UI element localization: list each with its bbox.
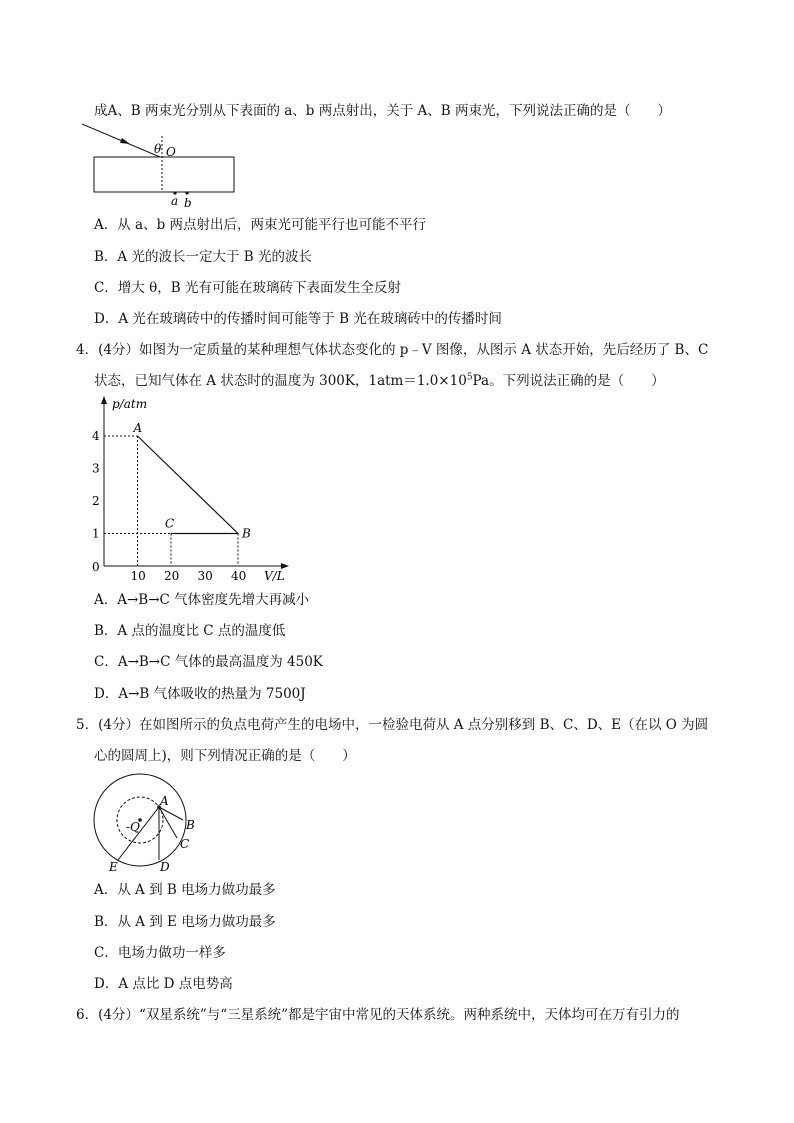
a-label: A	[160, 794, 169, 808]
q3-glass-brick-figure	[78, 120, 248, 210]
d-label: D	[160, 860, 170, 874]
x-axis-label: V/L	[264, 569, 285, 583]
q5-stem-line1: 5．(4分）在如图所示的负点电荷产生的电场中，一检验电荷从 A 点分别移到 B、C、D、E（在以 O 为圆	[76, 717, 709, 733]
q5-option-b: B．从 A 到 E 电场力做功最多	[94, 914, 276, 930]
q4-line2-post: Pa。下列说法正确的是（ ）	[472, 373, 665, 389]
q4-option-d: D．A→B 气体吸收的热量为 7500J	[94, 686, 306, 702]
point-label-b: B	[242, 526, 251, 541]
q5-stem-line2: 心的圆周上)，则下列情况正确的是（ ）	[94, 748, 356, 764]
q4-option-c: C．A→B→C 气体的最高温度为 450K	[94, 654, 323, 670]
q4-option-b: B．A 点的温度比 C 点的温度低	[94, 623, 286, 639]
b-label: B	[186, 818, 195, 832]
q-label: -Q	[126, 820, 140, 834]
point-b	[185, 191, 188, 194]
q3-option-d: D．A 光在玻璃砖中的传播时间可能等于 B 光在玻璃砖中的传播时间	[94, 311, 502, 327]
o-label: O	[166, 145, 176, 159]
theta-label: θ	[154, 142, 162, 156]
glass-brick	[94, 157, 234, 192]
y-axis-arrow-icon	[101, 396, 107, 404]
y-tick-label: 3	[92, 461, 100, 476]
origin-label: 0	[92, 560, 100, 574]
q4-line2-exp: 5	[466, 372, 473, 383]
q4-stem-line1: 4．(4分）如图为一定质量的某种理想气体状态变化的 p﹣V 图像，从图示 A 状态开始，先后经历了 B、C	[76, 342, 709, 358]
q3-option-a: A．从 a、b 两点射出后，两束光可能平行也可能不平行	[94, 217, 427, 233]
pv-chart	[84, 394, 294, 588]
y-tick-label: 4	[92, 429, 100, 443]
q3-stem-continuation: 成A、B 两束光分别从下表面的 a、b 两点射出，关于 A、B 两束光，下列说法正确的是（ ）	[94, 103, 671, 119]
process-segment-a-b	[138, 436, 239, 534]
q6-stem-line1: 6．(4分）“双星系统”与“三星系统”都是宇宙中常见的天体系统。两种系统中，天体均可在万有引力的	[76, 1007, 680, 1023]
q5-option-d: D．A 点比 D 点电势高	[94, 976, 233, 992]
q5-field-figure	[92, 770, 204, 878]
y-axis-label: p/atm	[112, 397, 148, 411]
q4-line2-pre: 状态，已知气体在 A 状态时的温度为 300K，1atm＝1.0×10	[94, 373, 467, 389]
q5-option-c: C．电场力做功一样多	[94, 945, 226, 961]
x-tick-label: 20	[164, 569, 180, 583]
c-label: C	[180, 837, 190, 851]
b-label: b	[184, 196, 192, 210]
y-tick-label: 2	[92, 494, 100, 508]
e-label: E	[109, 860, 118, 874]
q5-option-a: A．从 A 到 B 电场力做功最多	[94, 882, 276, 898]
point-label-c: C	[165, 516, 175, 531]
point-label-a: A	[133, 421, 143, 435]
ray-arrow-icon	[120, 138, 130, 144]
q3-option-b: B．A 光的波长一定大于 B 光的波长	[94, 249, 312, 265]
x-tick-label: 10	[130, 569, 146, 583]
a-label: a	[171, 194, 179, 208]
x-tick-label: 40	[231, 569, 247, 583]
y-tick-label: 1	[92, 526, 100, 541]
q4-stem-line2	[94, 372, 665, 390]
q3-option-c: C．增大 θ，B 光有可能在玻璃砖下表面发生全反射	[94, 280, 401, 296]
q4-option-a: A．A→B→C 气体密度先增大再减小	[94, 592, 310, 608]
pv-chart-marks	[92, 421, 251, 583]
x-tick-label: 30	[197, 569, 213, 583]
